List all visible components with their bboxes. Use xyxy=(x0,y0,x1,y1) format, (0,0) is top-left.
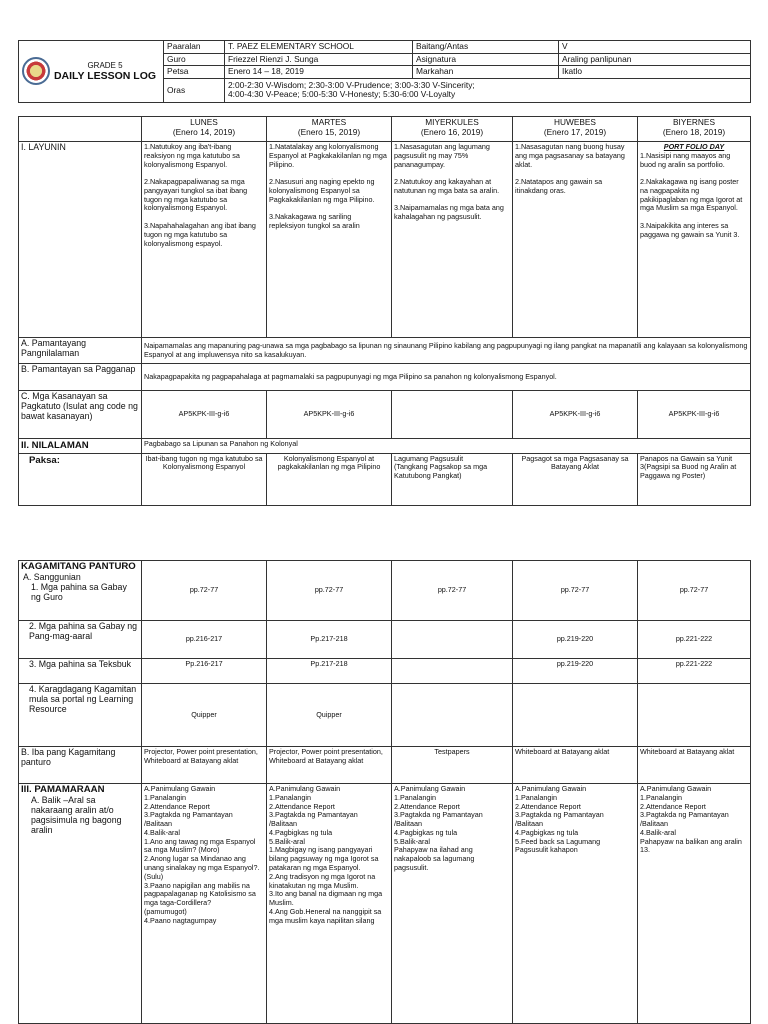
layunin-biyernes xyxy=(638,142,751,338)
gabay-mag-aaral-huwebes: pp.219-220 xyxy=(513,621,638,659)
nilalaman-label: II. NILALAMAN xyxy=(19,439,142,454)
asignatura-label: Asignatura xyxy=(413,53,559,66)
corner-cell xyxy=(19,117,142,142)
paksa-row xyxy=(19,453,751,505)
pamamaraan-row xyxy=(19,784,751,1024)
karagdagan-lunes: Quipper xyxy=(142,684,267,747)
gabay-mag-aaral-lunes: pp.216-217 xyxy=(142,621,267,659)
lesson-table-1 xyxy=(18,116,751,506)
iba-martes: Projector, Power point presentation, Whiteboard at Batayang aklat xyxy=(267,747,392,784)
pamantayang-pangnilalaman-row xyxy=(19,338,751,364)
nilalaman-row xyxy=(19,439,751,454)
kasanayan-code-martes: AP5KPK-III-g-i6 xyxy=(267,391,392,439)
days-header-row xyxy=(19,117,751,142)
guro-value: Friezzel Rienzi J. Sunga xyxy=(225,53,413,66)
pamantayan-sa-pagganap-label: B. Pamantayan sa Pagganap xyxy=(19,364,142,391)
pamantayan-sa-pagganap-row xyxy=(19,364,751,391)
karagdagang-kagamitan-row xyxy=(19,684,751,747)
sanggunian-label: A. Sanggunian xyxy=(23,571,81,582)
nilalaman-text: Pagbabago sa Lipunan sa Panahon ng Kolonyal xyxy=(142,439,751,454)
gabay-mag-aaral-miyerkules xyxy=(392,621,513,659)
asignatura-value: Araling panlipunan xyxy=(559,53,751,66)
day-lunes: LUNES (Enero 14, 2019) xyxy=(142,117,267,142)
layunin-lunes: 1.Natutukoy ang iba't-ibang reaksiyon ng mga katutubo sa kolonyalismong Espanyol. 2.Nakapagpapaliwanag sa mga pangyayari tungkol sa ibat ibang tugon ng mga katutubo sa kolonyalismong Espanyol. 3.Napahahalagahan ang ibat ibang tugon ng mga katutubo sa kolonyalismong espayol. xyxy=(142,142,267,338)
layunin-martes: 1.Natatalakay ang kolonyalismong Espanyol at Pagkakakilanlan ng mga Pilipino. 2.Nasusuri ang naging epekto ng kolonyalismong Espanyol sa Pagkakakilanlan ng mga Pilipino. 3.Nakakagawa ng sariling repleksiyon tungkol sa aralin xyxy=(267,142,392,338)
gabay-guro-lunes: pp.72-77 xyxy=(142,561,267,621)
iba-lunes: Projector, Power point presentation, Whiteboard at Batayang aklat xyxy=(142,747,267,784)
gabay-guro-huwebes: pp.72-77 xyxy=(513,561,638,621)
portfolio-day-title: PORT FOLIO DAY xyxy=(663,142,725,151)
paaralan-value: T. PAEZ ELEMENTARY SCHOOL xyxy=(225,41,413,54)
kasanayan-code-biyernes: AP5KPK-III-g-i6 xyxy=(638,391,751,439)
gabay-mag-aaral-biyernes: pp.221-222 xyxy=(638,621,751,659)
pamamaraan-title: III. PAMAMARAAN xyxy=(21,784,105,795)
layunin-label: I. LAYUNIN xyxy=(19,142,142,338)
pamamaraan-miyerkules: A.Panimulang Gawain 1.Panalangin 2.Attendance Report 3.Pagtakda ng Pamantayan /Balitaan 4.Pagbigkas ng tula 5.Balik-aral Pahapyaw na ilahad ang nakapaloob sa lagumang pagsusulit. xyxy=(392,784,513,1024)
petsa-value: Enero 14 – 18, 2019 xyxy=(225,66,413,79)
gabay-pang-mag-aaral-row xyxy=(19,621,751,659)
header-table xyxy=(18,40,751,103)
petsa-label: Petsa xyxy=(164,66,225,79)
day-miyerkules: MIYERKULES (Enero 16, 2019) xyxy=(392,117,513,142)
guro-label: Guro xyxy=(164,53,225,66)
oras-value: 2:00-2:30 V-Wisdom; 2:30-3:00 V-Prudence; 3:00-3:30 V-Sincerity; 4:00-4:30 V-Peace; 5:00-5:30 V-Honesty; 5:30-6:00 V-Loyalty xyxy=(225,78,751,102)
teksbuk-row xyxy=(19,659,751,684)
pamamaraan-biyernes: A.Panimulang Gawain 1.Panalangin 2.Attendance Report 3.Pagtakda ng Pamantayan /Balitaan 4.Balik-aral Pahapyaw na balikan ang aralin 13. xyxy=(638,784,751,1024)
teksbuk-martes: Pp.217-218 xyxy=(267,659,392,684)
markahan-label: Markahan xyxy=(413,66,559,79)
pamantayang-pangnilalaman-text: Naipamamalas ang mapanuring pag-unawa sa mga pagbabago sa lipunan ng sinaunang Pilipino kabilang ang pagpupunyagi ng ilang pangkat na mapanatili ang kalayaan sa kolonyalismong Espanyol at ang impluwensya nito sa kasalukuyan. xyxy=(142,338,751,364)
kagamitang-panturo-title: KAGAMITANG PANTURO xyxy=(21,561,136,572)
day-biyernes: BIYERNES (Enero 18, 2019) xyxy=(638,117,751,142)
teksbuk-label: 3. Mga pahina sa Teksbuk xyxy=(19,659,142,684)
layunin-miyerkules: 1.Nasasagutan ang lagumang pagsusulit ng may 75% pananagumpay. 2.Natutukoy ang kakayahan at natutunan ng mga bata sa aralin. 3.Naipamamalas ng mga bata ang kahalagahan ng pagsusulit. xyxy=(392,142,513,338)
markahan-value: Ikatlo xyxy=(559,66,751,79)
layunin-huwebes: 1.Nasasagutan nang buong husay ang mga pagsasanay sa batayang aklat. 2.Natatapos ang gawain sa itinakdang oras. xyxy=(513,142,638,338)
paaralan-label: Paaralan xyxy=(164,41,225,54)
karagdagan-martes: Quipper xyxy=(267,684,392,747)
pamamaraan-lunes: A.Panimulang Gawain 1.Panalangin 2.Attendance Report 3.Pagtakda ng Pamantayan /Balitaan 4.Balik-aral 1.Ano ang tawag ng mga Espanyol sa mga Muslim? (Moro) 2.Anong lugar sa Mindanao ang unang sinalakay ng mga Espanyol?. (Sulu) 3.Paano napigilan ang mabilis na pagpapalaganap ng Katolisismo sa mga taga-Cordillera? (pamumugot) 4.Paano nagtagumpay xyxy=(142,784,267,1024)
kasanayan-label: C. Mga Kasanayan sa Pagkatuto (Isulat ang code ng bawat kasanayan) xyxy=(19,391,142,439)
pamamaraan-label-cell xyxy=(19,784,142,1024)
karagdagan-biyernes xyxy=(638,684,751,747)
day-martes: MARTES (Enero 15, 2019) xyxy=(267,117,392,142)
kasanayan-code-huwebes: AP5KPK-III-g-i6 xyxy=(513,391,638,439)
baitang-value: V xyxy=(559,41,751,54)
kasanayan-code-lunes: AP5KPK-III-g-i6 xyxy=(142,391,267,439)
iba-miyerkules: Testpapers xyxy=(392,747,513,784)
kasanayan-row xyxy=(19,391,751,439)
paksa-miyerkules: Lagumang Pagsusulit (Tangkang Pagsakop sa mga Katutubong Pangkat) xyxy=(392,453,513,505)
karagdagang-kagamitan-label: 4. Karagdagang Kagamitan mula sa portal ng Learning Resource xyxy=(19,684,142,747)
gabay-guro-label: 1. Mga pahina sa Gabay ng Guro xyxy=(31,581,127,602)
pamamaraan-huwebes: A.Panimulang Gawain 1.Panalangin 2.Attendance Report 3.Pagtakda ng Pamantayan /Balitaan 4.Pagbigkas ng tula 5.Feed back sa Lagumang Pagsusulit kahapon xyxy=(513,784,638,1024)
lesson-table-2 xyxy=(18,560,751,1024)
day-huwebes: HUWEBES (Enero 17, 2019) xyxy=(513,117,638,142)
pamamaraan-martes: A.Panimulang Gawain 1.Panalangin 2.Attendance Report 3.Pagtakda ng Pamantayan /Balitaan 4.Pagbigkas ng tula 5.Balik-aral 1.Magbigay ng isang pangyayari bilang pagsuway ng mga Igorot sa patakaran ng mga Espanyol. 2.Ang tradisyon ng mga Igorot na kinatakutan ng mga Muslim. 3.Ito ang banal na digmaan ng mga Muslim. 4.Ang Gob.Heneral na nanggipit sa mga muslim kaya napilitan silang xyxy=(267,784,392,1024)
gabay-guro-martes: pp.72-77 xyxy=(267,561,392,621)
karagdagan-huwebes xyxy=(513,684,638,747)
iba-huwebes: Whiteboard at Batayang aklat xyxy=(513,747,638,784)
paksa-label: Paksa: xyxy=(19,453,142,505)
portfolio-day-body: 1.Nasisipi nang maayos ang buod ng aralin sa portfolio. 2.Nakakagawa ng isang poster na nagpapakita ng pakikipaglaban ng mga Igorot at mga Muslim sa mga Espanyol. 3.Naipakikita ang interes sa paggawa ng gawain sa Yunit 3. xyxy=(640,150,743,239)
karagdagan-miyerkules xyxy=(392,684,513,747)
iba-pang-kagamitan-label: B. Iba pang Kagamitang panturo xyxy=(19,747,142,784)
gabay-mag-aaral-martes: Pp.217-218 xyxy=(267,621,392,659)
daily-lesson-log-title: DAILY LESSON LOG xyxy=(53,70,157,83)
pamantayan-sa-pagganap-text: Nakapagpapakita ng pagpapahalaga at pagmamalaki sa pagpupunyagi ng mga Pilipino sa panahon ng kolonyalismong Espanyol. xyxy=(142,364,751,391)
school-logo-cell xyxy=(19,41,164,103)
pamantayang-pangnilalaman-label: A. Pamantayang Pangnilalaman xyxy=(19,338,142,364)
paksa-martes: Kolonyalismong Espanyol at pagkakakilanlan ng mga Pilipino xyxy=(267,453,392,505)
kagamitan-label-cell xyxy=(19,561,142,621)
layunin-row xyxy=(19,142,751,338)
paksa-biyernes: Panapos na Gawain sa Yunit 3(Pagsipi sa Buod ng Aralin at Paggawa ng Poster) xyxy=(638,453,751,505)
gabay-guro-biyernes: pp.72-77 xyxy=(638,561,751,621)
gabay-guro-row xyxy=(19,561,751,621)
gabay-guro-miyerkules: pp.72-77 xyxy=(392,561,513,621)
paksa-huwebes: Pagsagot sa mga Pagsasanay sa Batayang Aklat xyxy=(513,453,638,505)
grade-label: GRADE 5 xyxy=(87,60,123,70)
iba-pang-kagamitan-row xyxy=(19,747,751,784)
iba-biyernes: Whiteboard at Batayang aklat xyxy=(638,747,751,784)
oras-label: Oras xyxy=(164,78,225,102)
teksbuk-biyernes: pp.221-222 xyxy=(638,659,751,684)
deped-seal-logo xyxy=(22,57,50,85)
kasanayan-code-miyerkules xyxy=(392,391,513,439)
paksa-lunes: Ibat-ibang tugon ng mga katutubo sa Kolonyalismong Espanyol xyxy=(142,453,267,505)
baitang-label: Baitang/Antas xyxy=(413,41,559,54)
teksbuk-huwebes: pp.219-220 xyxy=(513,659,638,684)
gabay-pang-mag-aaral-label: 2. Mga pahina sa Gabay ng Pang-mag-aaral xyxy=(19,621,142,659)
teksbuk-lunes: Pp.216-217 xyxy=(142,659,267,684)
balik-aral-label: A. Balik –Aral sa nakaraang aralin at/o pagsisimula ng bagong aralin xyxy=(31,794,122,835)
teksbuk-miyerkules xyxy=(392,659,513,684)
